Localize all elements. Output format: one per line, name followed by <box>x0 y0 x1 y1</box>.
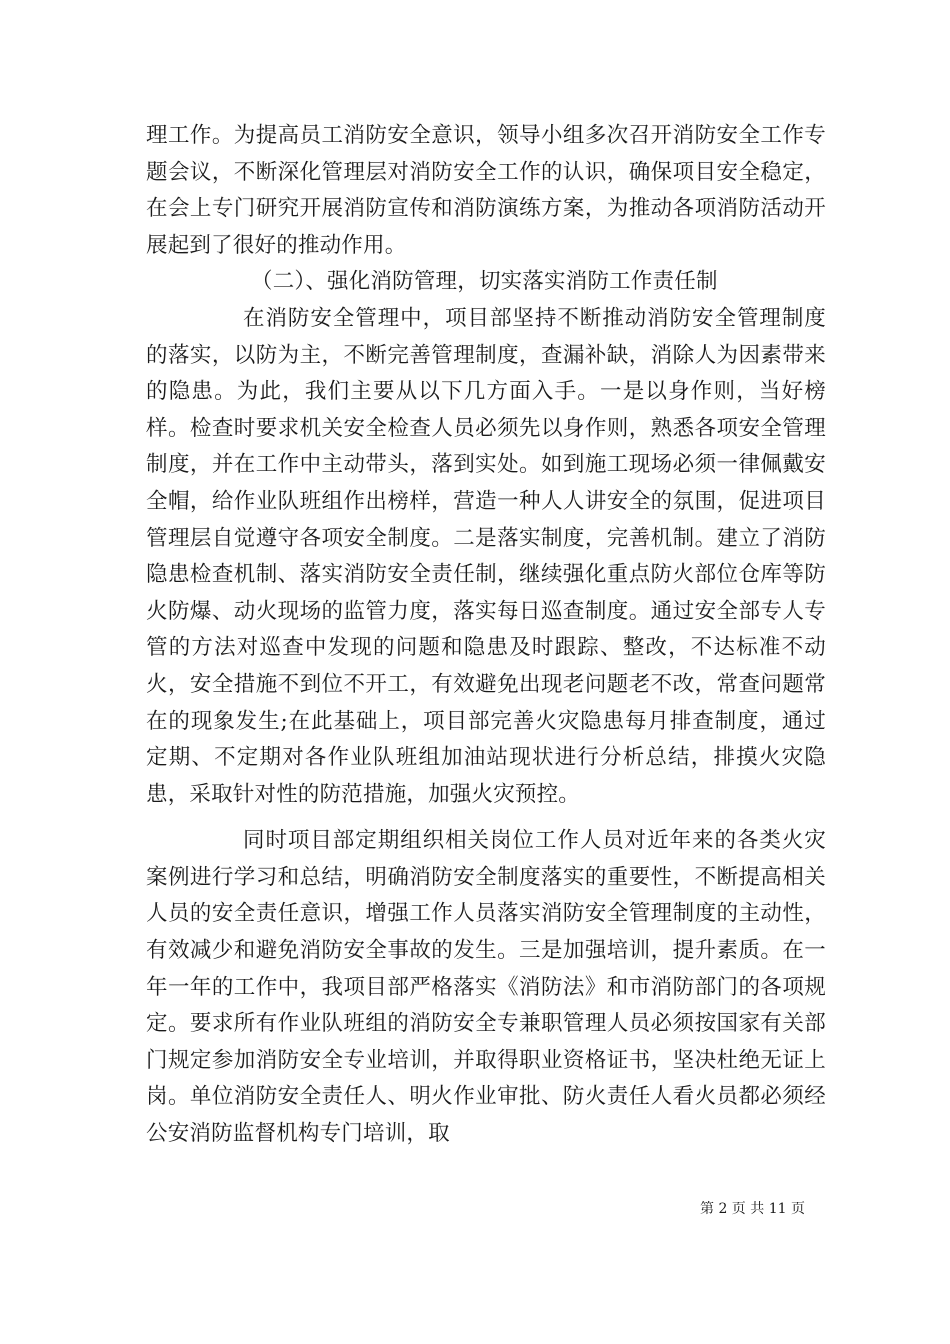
paragraph-management: 在消防安全管理中，项目部坚持不断推动消防安全管理制度的落实，以防为主，不断完善管理制度，查漏补缺，消除人为因素带来的隐患。为此，我们主要从以下几方面入手。一是以身作则，当好榜样。检查时要求机关安全检查人员必须先以身作则，熟悉各项安全管理制度，并在工作中主动带头，落到实处。如到施工现场必须一律佩戴安全帽，给作业队班组作出榜样，营造一种人人讲安全的氛围，促进项目管理层自觉遵守各项安全制度。二是落实制度，完善机制。建立了消防隐患检查机制、落实消防安全责任制，继续强化重点防火部位仓库等防火防爆、动火现场的监管力度，落实每日巡查制度。通过安全部专人专管的方法对巡查中发现的问题和隐患及时跟踪、整改，不达标准不动火，安全措施不到位不开工，有效避免出现老问题老不改，常查问题常在的现象发生;在此基础上，项目部完善火灾隐患每月排查制度，通过定期、不定期对各作业队班组加油站现状进行分析总结，排摸火灾隐患，采取针对性的防范措施，加强火灾预控。 <box>146 305 826 807</box>
section-heading: （二）、强化消防管理，切实落实消防工作责任制 <box>251 269 718 295</box>
page-number-footer: 第 2 页 共 11 页 <box>700 1201 805 1217</box>
paragraph-training: 同时项目部定期组织相关岗位工作人员对近年来的各类火灾案例进行学习和总结，明确消防安全制度落实的重要性，不断提高相关人员的安全责任意识，增强工作人员落实消防安全管理制度的主动性，有效减少和避免消防安全事故的发生。三是加强培训，提升素质。在一年一年的工作中，我项目部严格落实《消防法》和市消防部门的各项规定。要求所有作业队班组的消防安全专兼职管理人员必须按国家有关部门规定参加消防安全专业培训，并取得职业资格证书，坚决杜绝无证上岗。单位消防安全责任人、明火作业审批、防火责任人看火员都必须经公安消防监督机构专门培训，取 <box>146 828 826 1147</box>
paragraph-continuation: 理工作。为提高员工消防安全意识，领导小组多次召开消防安全工作专题会议，不断深化管理层对消防安全工作的认识，确保项目安全稳定，在会上专门研究开展消防宣传和消防演练方案，为推动各项消防活动开展起到了很好的推动作用。 <box>146 123 826 258</box>
document-body <box>146 118 826 1153</box>
